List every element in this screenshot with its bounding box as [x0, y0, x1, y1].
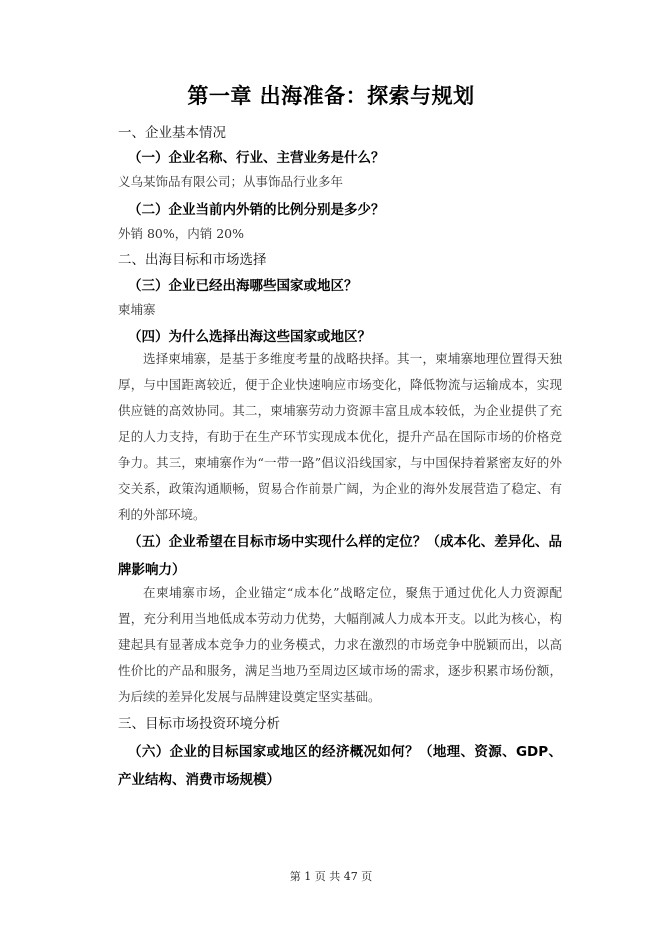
question-heading-4: （四）为什么选择出海这些国家或地区？	[128, 329, 371, 345]
section-heading-market-selection: 二、出海目标和市场选择	[118, 252, 267, 268]
answer-1: 义乌某饰品有限公司；从事饰品行业多年	[118, 174, 344, 189]
section-heading-basic-info: 一、企业基本情况	[118, 125, 226, 141]
chapter-title: 第一章 出海准备：探索与规划	[187, 84, 475, 108]
answer-2: 外销 80%，内销 20%	[118, 226, 245, 241]
answer-3: 柬埔寨	[118, 302, 156, 317]
answer-4-paragraph: 选择柬埔寨，是基于多维度考量的战略抉择。其一，柬埔寨地理位置得天独厚，与中国距离较近，便于企业快速响应市场变化，降低物流与运输成本，实现供应链的高效协同。其二，柬埔寨劳动力资源丰富且成本较低，为企业提供了充足的人力支持，有助于在生产环节实现成本优化，提升产品在国际市场的价格竞争力。其三，柬埔寨作为“一带一路”倡议沿线国家，与中国保持着紧密友好的外交关系，政策沟通顺畅，贸易合作前景广阔，为企业的海外发展营造了稳定、有利的外部环境。	[118, 351, 562, 522]
page-number-footer: 第 1 页 共 47 页	[289, 870, 373, 883]
answer-5-paragraph: 在柬埔寨市场，企业锚定“成本化”战略定位，聚焦于通过优化人力资源配置，充分利用当地低成本劳动力优势，大幅削减人力成本开支。以此为核心，构建起具有显著成本竞争力的业务模式，力求在激烈的市场竞争中脱颖而出，以高性价比的产品和服务，满足当地乃至周边区域市场的需求，逐步积累市场份额，为后续的差异化发展与品牌建设奠定坚实基础。	[118, 585, 562, 704]
question-heading-3: （三）企业已经出海哪些国家或地区？	[128, 278, 358, 294]
question-heading-6: （六）企业的目标国家或地区的经济概况如何？（地理、资源、GDP、产业结构、消费市场规模）	[118, 744, 562, 788]
question-heading-2: （二）企业当前内外销的比例分别是多少？	[128, 202, 385, 218]
section-heading-investment-environment: 三、目标市场投资环境分析	[118, 716, 280, 732]
question-heading-1: （一）企业名称、行业、主营业务是什么？	[128, 150, 385, 166]
question-heading-5: （五）企业希望在目标市场中实现什么样的定位？（成本化、差异化、品牌影响力）	[118, 534, 562, 578]
